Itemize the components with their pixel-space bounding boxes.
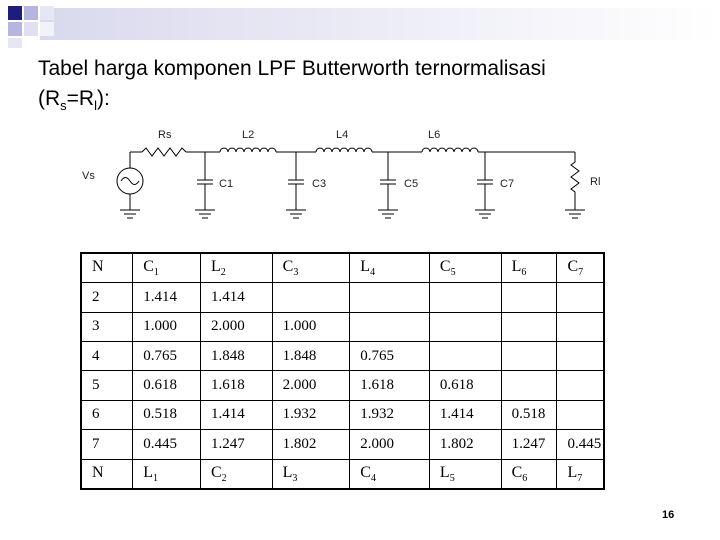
title-close: ): xyxy=(97,87,110,110)
table-cell xyxy=(501,342,557,371)
table-cell: 3 xyxy=(81,312,133,341)
footer-cell: $C_2$ xyxy=(200,459,272,489)
table-cell: 4 xyxy=(81,342,133,371)
table-cell: 2.000 xyxy=(272,371,350,400)
table-cell: 0.518 xyxy=(133,400,201,429)
table-cell: 2.000 xyxy=(350,430,430,459)
bullet-square xyxy=(8,6,22,20)
table-cell: 7 xyxy=(81,430,133,459)
table-cell: 1.000 xyxy=(133,312,201,341)
table-cell: 0.618 xyxy=(133,371,201,400)
table-row xyxy=(81,400,604,429)
title-sub-s: s xyxy=(60,98,67,113)
slide-header-decoration xyxy=(0,0,720,48)
table-cell xyxy=(429,283,501,312)
table-cell xyxy=(557,283,604,312)
table-cell: 1.247 xyxy=(501,430,557,459)
title-main: Tabel harga komponen LPF Butterworth ternormalisasi xyxy=(38,57,546,80)
table-cell xyxy=(429,312,501,341)
table-row xyxy=(81,283,604,312)
label-vs: Vs xyxy=(82,170,95,182)
table-cell: 1.414 xyxy=(133,283,201,312)
table-cell: 0.765 xyxy=(350,342,430,371)
title-open: (R xyxy=(38,87,61,110)
table-cell xyxy=(429,342,501,371)
header-cell: N xyxy=(81,253,133,283)
table-cell: 0.518 xyxy=(501,400,557,429)
table-cell: 1.247 xyxy=(200,430,272,459)
header-cell: $L_6$ xyxy=(501,253,557,283)
slide-title xyxy=(38,54,698,121)
table-cell: 1.848 xyxy=(272,342,350,371)
header-cell: $C_5$ xyxy=(429,253,501,283)
table-cell xyxy=(557,400,604,429)
table-cell xyxy=(557,371,604,400)
label-l4: L4 xyxy=(336,129,349,141)
footer-cell: $L_5$ xyxy=(429,459,501,489)
table-footer-row xyxy=(81,459,604,489)
table-row xyxy=(81,342,604,371)
table-cell: 0.618 xyxy=(429,371,501,400)
table-row xyxy=(81,312,604,341)
header-cell: $L_2$ xyxy=(200,253,272,283)
title-sub-l: l xyxy=(94,98,97,113)
header-cell: $C_7$ xyxy=(557,253,604,283)
table-cell: 0.445 xyxy=(133,430,201,459)
table-cell: 6 xyxy=(81,400,133,429)
label-c7: C7 xyxy=(500,178,515,190)
footer-cell: $L_3$ xyxy=(272,459,350,489)
table-cell xyxy=(501,283,557,312)
table-cell: 1.414 xyxy=(429,400,501,429)
table-cell xyxy=(557,342,604,371)
label-c5: C5 xyxy=(404,178,419,190)
table-cell: 1.848 xyxy=(200,342,272,371)
label-rs: Rs xyxy=(158,129,172,141)
label-c3: C3 xyxy=(312,178,327,190)
component-table xyxy=(80,252,605,490)
table-cell xyxy=(350,283,430,312)
table-cell: 1.414 xyxy=(200,283,272,312)
footer-cell: $L_1$ xyxy=(133,459,201,489)
header-cell: $C_1$ xyxy=(133,253,201,283)
table-cell: 1.802 xyxy=(429,430,501,459)
table-cell xyxy=(272,283,350,312)
footer-cell: N xyxy=(81,459,133,489)
table-header-row xyxy=(81,253,604,283)
lpf-ladder-circuit xyxy=(70,120,630,232)
table-cell: 5 xyxy=(81,371,133,400)
table-cell: 1.414 xyxy=(200,400,272,429)
footer-cell: $L_7$ xyxy=(557,459,604,489)
table-cell: 2.000 xyxy=(200,312,272,341)
table-cell xyxy=(501,371,557,400)
table-cell xyxy=(501,312,557,341)
header-cell: $C_3$ xyxy=(272,253,350,283)
title-eq: =R xyxy=(66,87,95,110)
table-cell: 1.802 xyxy=(272,430,350,459)
table-cell: 1.618 xyxy=(200,371,272,400)
table-cell: 0.445 xyxy=(557,430,604,459)
table-cell xyxy=(557,312,604,341)
footer-cell: $C_6$ xyxy=(501,459,557,489)
table-cell: 1.618 xyxy=(350,371,430,400)
label-l6: L6 xyxy=(428,129,441,141)
footer-cell: $C_4$ xyxy=(350,459,430,489)
table-cell: 1.000 xyxy=(272,312,350,341)
table-row xyxy=(81,371,604,400)
label-rl: Rl xyxy=(590,176,601,188)
table-cell: 1.932 xyxy=(272,400,350,429)
label-l2: L2 xyxy=(242,129,255,141)
header-cell: $L_4$ xyxy=(350,253,430,283)
table-cell: 0.765 xyxy=(133,342,201,371)
table-cell xyxy=(350,312,430,341)
page-number: 16 xyxy=(662,509,675,521)
table-row xyxy=(81,430,604,459)
label-c1: C1 xyxy=(219,178,234,190)
table-cell: 1.932 xyxy=(350,400,430,429)
table-cell: 2 xyxy=(81,283,133,312)
